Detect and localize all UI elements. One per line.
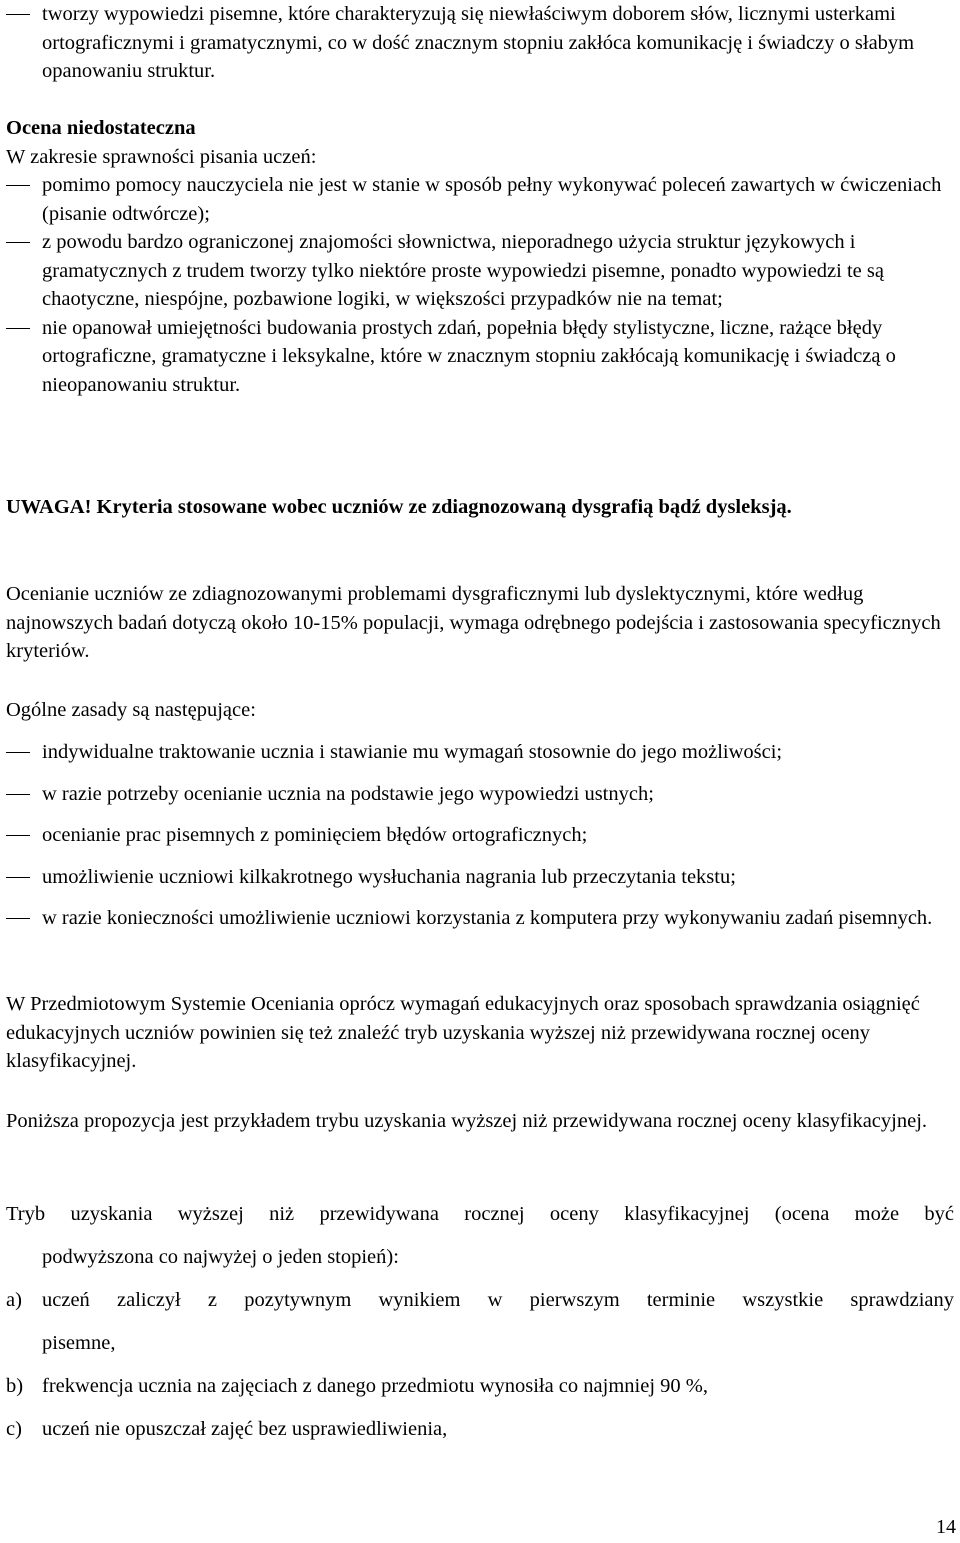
page-number: 14 — [936, 1515, 956, 1538]
proposal-paragraph: Poniższa propozycja jest przykładem trybu uzyskania wyższej niż przewidywana rocznej oceny klasyfikacyjnej. — [6, 1110, 928, 1132]
warning-text-block — [6, 580, 954, 666]
warning-text: Ocenianie uczniów ze zdiagnozowanymi problemami dysgraficznymi lub dyslektycznymi, które według najnowszych badań dotyczą około 10-15% populacji, wymaga odrębnego podejścia i zastosowania specyficznych kryteriów. — [6, 583, 941, 662]
list-item: ocenianie prac pisemnych z pominięciem błędów ortograficznych; — [6, 821, 954, 850]
list-item: w razie potrzeby ocenianie ucznia na podstawie jego wypowiedzi ustnych; — [6, 780, 954, 809]
list-item: tworzy wypowiedzi pisemne, które charakteryzują się niewłaściwym doborem słów, licznymi usterkami ortograficznymi i gramatycznymi, co w dość znacznym stopniu zakłóca komunikację i świadczy o słabym opanowaniu struktur. — [6, 0, 954, 86]
procedure-item-b — [6, 1365, 954, 1408]
item-text: uczeń nie opuszczał zajęć bez usprawiedliwienia, — [42, 1418, 448, 1440]
procedure-block — [6, 1193, 954, 1451]
item-text: uczeń zaliczył z pozytywnym wynikiem w pierwszym terminie wszystkie sprawdziany — [42, 1289, 954, 1311]
item-label: b) — [6, 1375, 24, 1397]
pso-paragraph: W Przedmiotowym Systemie Oceniania oprócz wymagań edukacyjnych oraz sposobach sprawdzania osiągnięć edukacyjnych uczniów powinien się też znaleźć tryb uzyskania wyższej niż przewidywana rocznej oceny klasyfikacyjnej. — [6, 993, 920, 1072]
rules-block — [6, 696, 954, 725]
warning-heading: UWAGA! Kryteria stosowane wobec uczniów ze zdiagnozowaną dysgrafią bądź dysleksją. — [6, 496, 792, 518]
procedure-item-a — [6, 1279, 954, 1365]
rules-intro: Ogólne zasady są następujące: — [6, 699, 256, 721]
list-item: nie opanował umiejętności budowania prostych zdań, popełnia błędy stylistyczne, liczne, rażące błędy ortograficzne, gramatyczne i leksykalne, które w znacznym stopniu zakłócają komunikację i świadczą o nieopanowaniu struktur. — [6, 314, 954, 400]
list-item: pomimo pomocy nauczyciela nie jest w stanie w sposób pełny wykonywać poleceń zawartych w ćwiczeniach (pisanie odtwórcze); — [6, 171, 954, 228]
item-text: frekwencja ucznia na zajęciach z danego przedmiotu wynosiła co najmniej 90 %, — [42, 1375, 708, 1397]
procedure-line1: Tryb uzyskania wyższej niż przewidywana rocznej oceny klasyfikacyjnej (ocena może być — [6, 1203, 954, 1225]
item-text-cont: pisemne, — [42, 1332, 116, 1354]
procedure-line2: podwyższona co najwyżej o jeden stopień): — [42, 1246, 399, 1268]
rules-list-block — [6, 738, 954, 946]
pso-block — [6, 990, 954, 1076]
item-label: c) — [6, 1418, 22, 1440]
list-item: indywidualne traktowanie ucznia i stawianie mu wymagań stosownie do jego możliwości; — [6, 738, 954, 767]
warning-block — [6, 493, 954, 522]
list-item: w razie konieczności umożliwienie uczniowi korzystania z komputera przy wykonywaniu zadań pisemnych. — [6, 904, 954, 933]
procedure-item-c — [6, 1408, 954, 1451]
top-continuation — [6, 0, 954, 86]
section-heading: Ocena niedostateczna — [6, 117, 196, 139]
section-insufficient — [6, 114, 954, 399]
section-intro: W zakresie sprawności pisania uczeń: — [6, 145, 317, 168]
list-item: z powodu bardzo ograniczonej znajomości słownictwa, nieporadnego użycia struktur językowych i gramatycznych z trudem tworzy tylko niektóre proste wypowiedzi pisemne, ponadto wypowiedzi te są chaotyczne, niespójne, pozbawione logiki, w większości przypadków nie na temat; — [6, 228, 954, 314]
list-item: umożliwienie uczniowi kilkakrotnego wysłuchania nagrania lub przeczytania tekstu; — [6, 863, 954, 892]
item-label: a) — [6, 1289, 22, 1311]
proposal-block — [6, 1107, 954, 1136]
